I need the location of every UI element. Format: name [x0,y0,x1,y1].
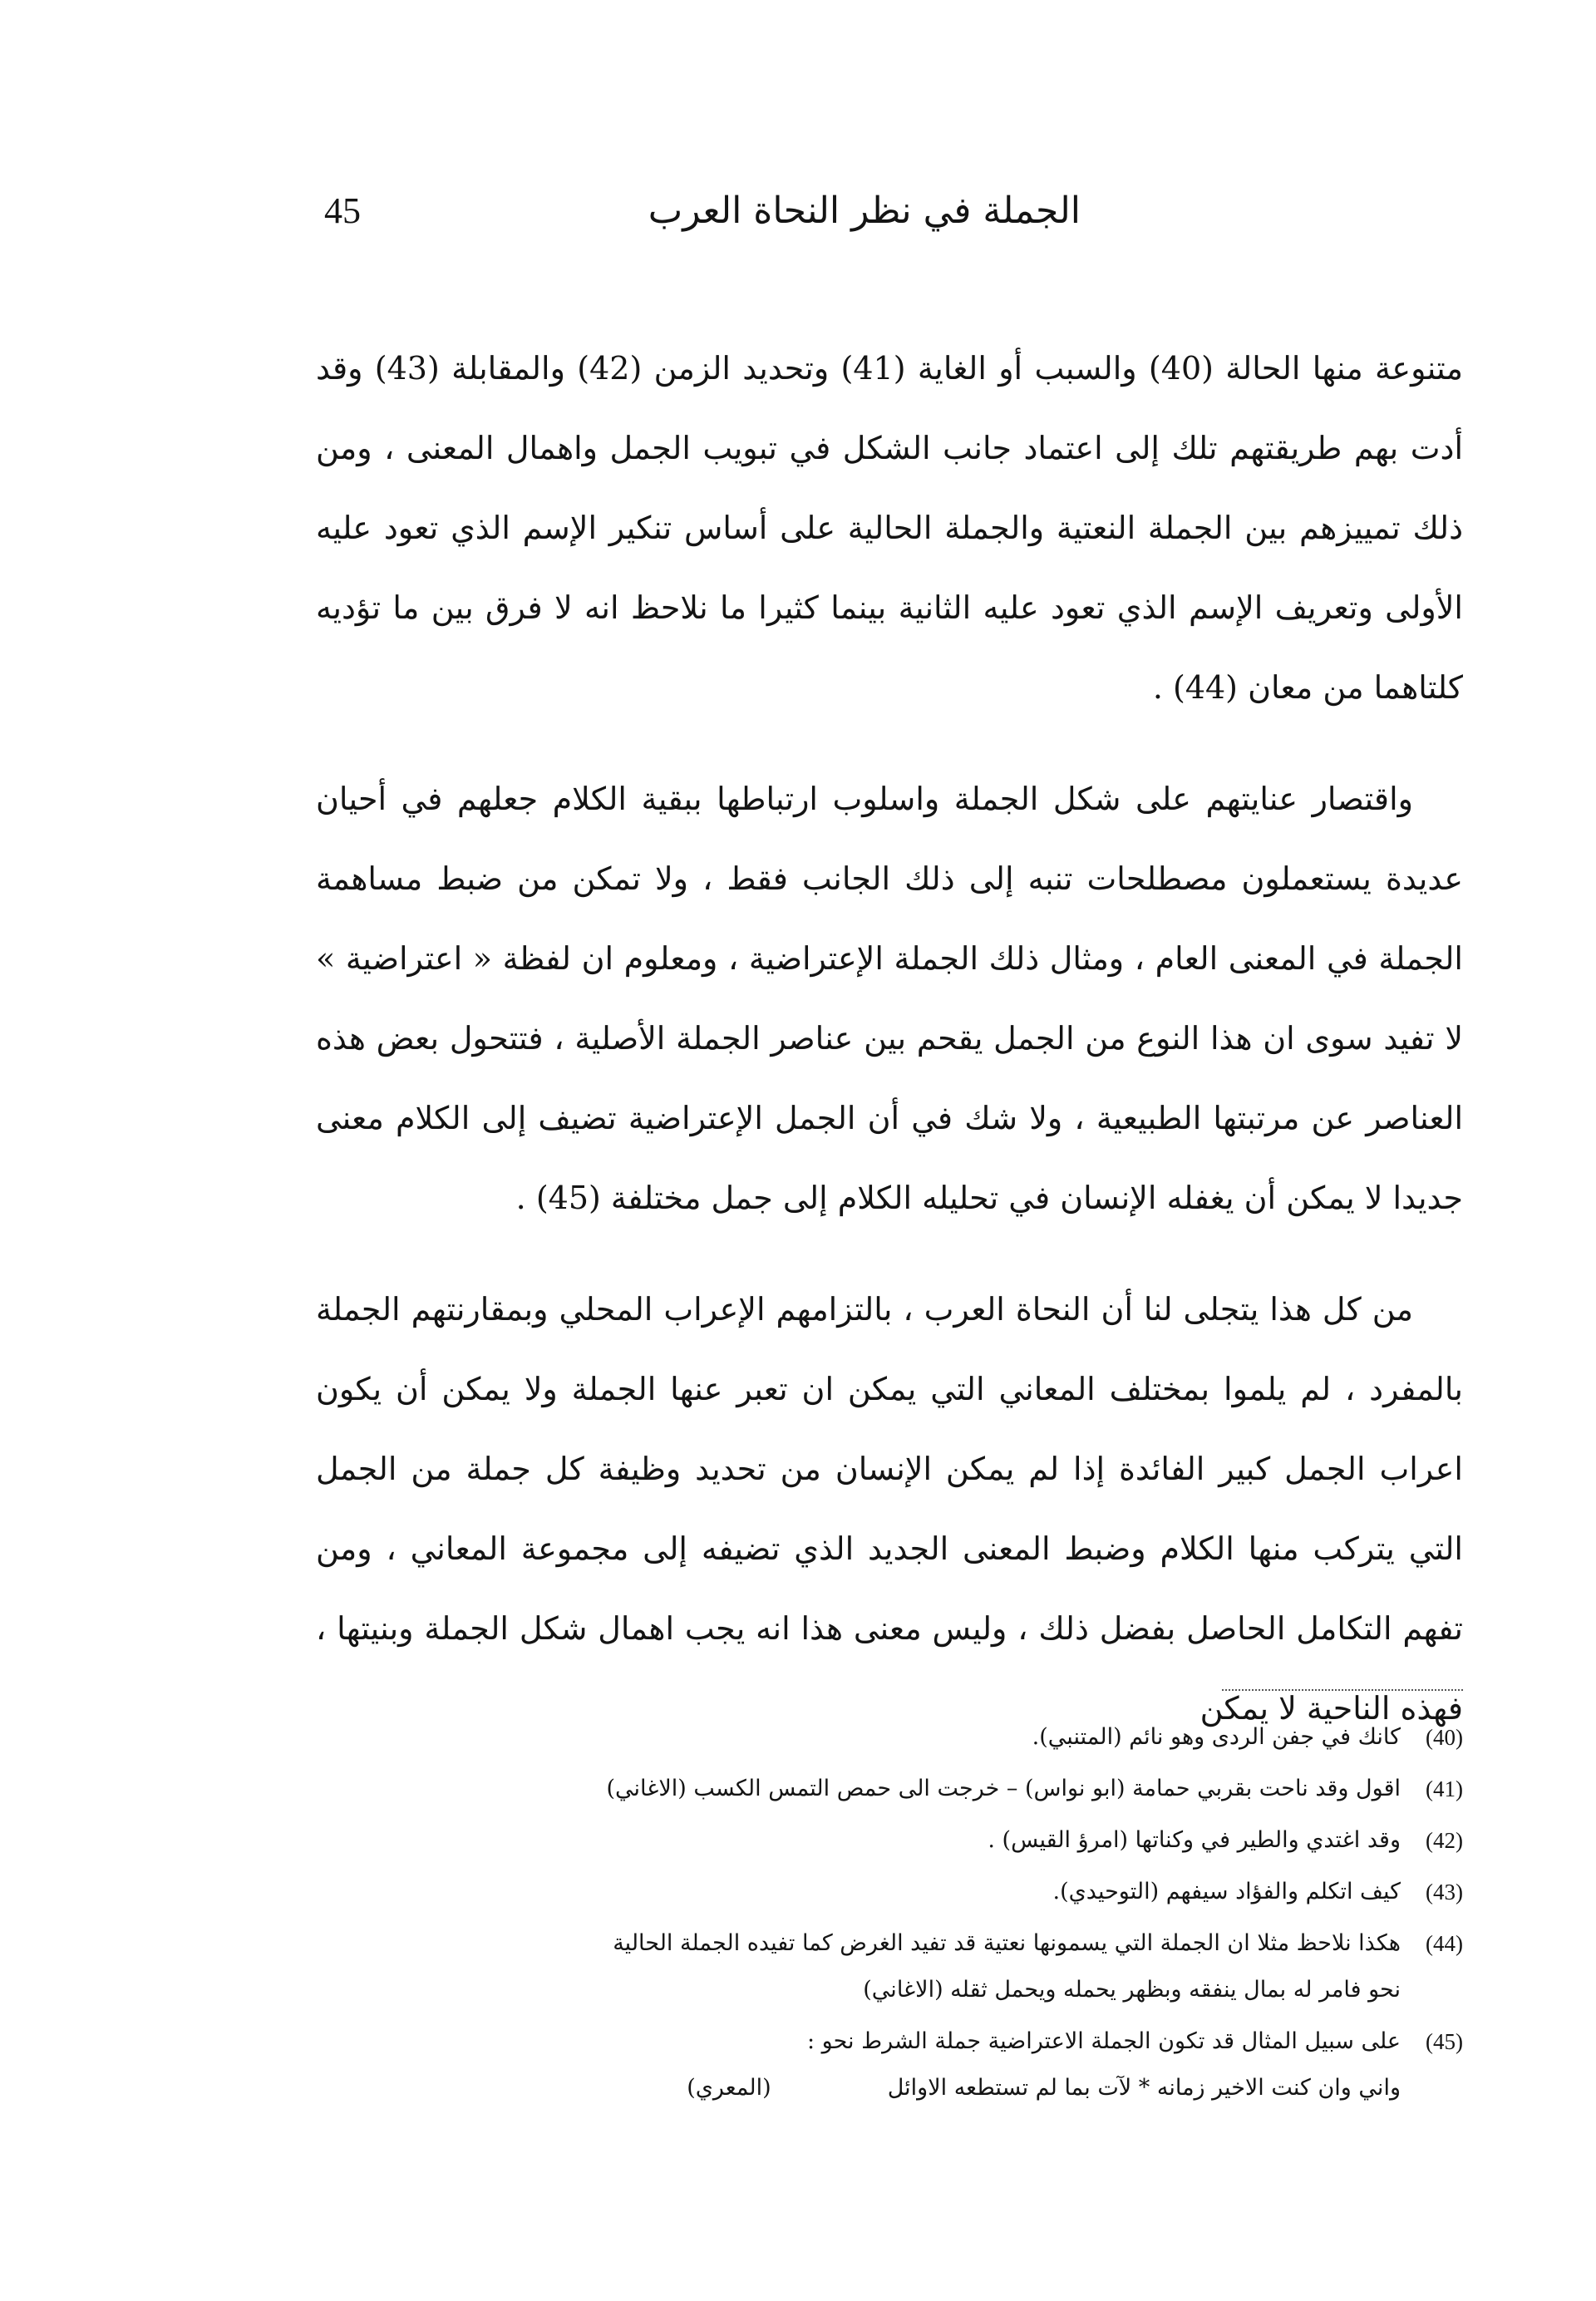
body-text [316,328,1463,1780]
footnote [316,1817,1463,1864]
footnote [316,1714,1463,1761]
footnote-text: كيف اتكلم والفؤاد سيفهم (التوحيدي). [1052,1879,1401,1904]
footnote-text: وقد اغتدي والطير في وكناتها (امرؤ القيس) . [988,1827,1401,1853]
footnote-number: (40) [1426,1725,1463,1750]
paragraph: واقتصار عنايتهم على شكل الجملة واسلوب ارتباطها ببقية الكلام جعلهم في أحيان عديدة يستعملون مصطلحات تنبه إلى ذلك الجانب فقط ، ولا تمكن من ضبط مساهمة الجملة في المعنى العام ، ومثال ذلك الجملة الإعتراضية ، ومعلوم ان لفظة « اعتراضية » لا تفيد سوى ان هذا النوع من الجمل يقحم بين عناصر الجملة الأصلية ، فتتحول بعض هذه العناصر عن مرتبتها الطبيعية ، ولا شك في أن الجمل الإعتراضية تضيف إلى الكلام معنى جديدا لا يمكن أن يغفله الإنسان في تحليله الكلام إلى جمل مختلفة (45) . [316,781,1463,1216]
page-number: 45 [324,190,361,231]
footnote [316,1869,1463,1915]
footnote-separator [1222,1689,1463,1691]
paragraph: متنوعة منها الحالة (40) والسبب أو الغاية (41) وتحديد الزمن (42) والمقابلة (43) وقد أدت بهم طريقتهم تلك إلى اعتماد جانب الشكل في تبويب الجمل واهمال المعنى ، ومن ذلك تمييزهم بين الجملة النعتية والجملة الحالية على أساس تنكير الإسم الذي تعود عليه الأولى وتعريف الإسم الذي تعود عليه الثانية بينما كثيرا ما نلاحظ انه لا فرق بين ما تؤديه كلتاهما من معان (44) . [316,350,1464,706]
footnote-number: (41) [1426,1776,1463,1801]
footnote-text: هكذا نلاحظ مثلا ان الجملة التي يسمونها نعتية قد تفيد الغرض كما تفيده الجملة الحالية [613,1930,1401,1956]
footnote [316,2018,1463,2111]
footnote-number: (45) [1426,2029,1463,2054]
footnote-text: كانك في جفن الردى وهو نائم (المتنبي). [1032,1724,1401,1750]
page-header [308,190,1081,248]
footnote-number: (42) [1426,1828,1463,1853]
footnote-text: اقول وقد ناحت بقربي حمامة (ابو نواس) – خرجت الى حمص التمس الكسب (الاغاني) [606,1776,1401,1801]
footnote [316,1920,1463,2013]
footnote-verse: واني وان كنت الاخير زمانه * لآت بما لم تستطعه الاوائل [887,2075,1401,2101]
footnote-number: (43) [1426,1880,1463,1904]
running-title: الجملة في نظر النحاة العرب [648,190,1081,232]
paragraph: من كل هذا يتجلى لنا أن النحاة العرب ، بالتزامهم الإعراب المحلي وبمقارنتهم الجملة بالمفرد ، لم يلموا بمختلف المعاني التي يمكن ان تعبر عنها الجملة ولا يمكن أن يكون اعراب الجمل كبير الفائدة إذا لم يمكن الإنسان من تحديد وظيفة كل جملة من الجمل التي يتركب منها الكلام وضبط المعنى الجديد الذي تضيفه إلى مجموعة المعاني ، ومن تفهم التكامل الحاصل بفضل ذلك ، وليس معنى هذا انه يجب اهمال شكل الجملة وبنيتها ، فهذه الناحية لا يمكن [316,1291,1463,1727]
footnotes [316,1714,1463,2116]
footnote [316,1766,1463,1812]
footnote-text: نحو فامر له بمال ينفقه وبظهر يحمله ويحمل ثقله (الاغاني) [863,1977,1401,2003]
footnote-number: (44) [1426,1931,1463,1956]
verse-attribution: (المعري) [687,2075,771,2101]
footnote-text: على سبيل المثال قد تكون الجملة الاعتراضية جملة الشرط نحو : [806,2028,1401,2054]
